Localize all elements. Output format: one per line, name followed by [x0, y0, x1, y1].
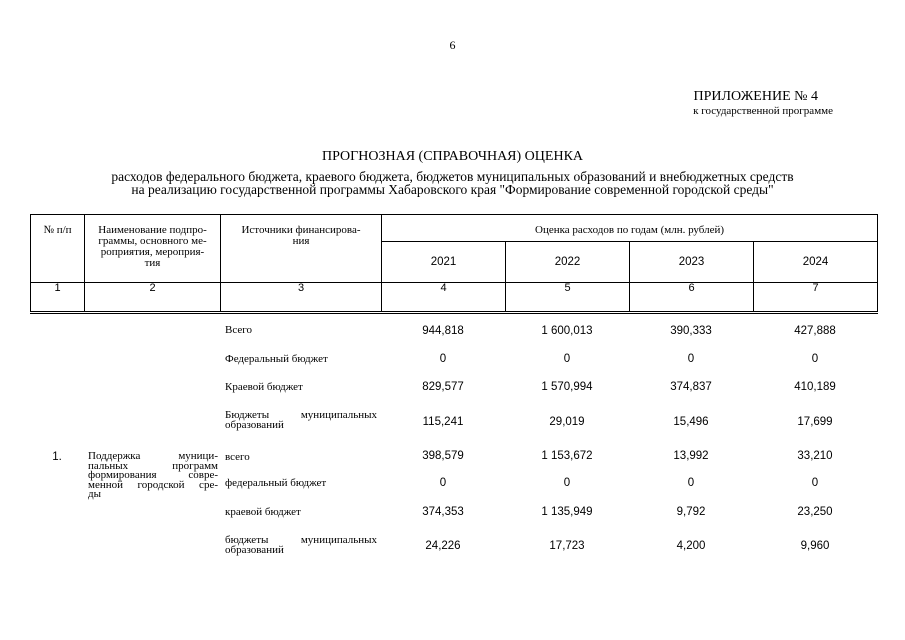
column-index: 6 — [630, 283, 754, 313]
source-label: всего — [225, 451, 250, 463]
value-cell: 17,723 — [549, 540, 585, 552]
header-estimate: Оценка расходов по годам (млн. рублей) — [382, 215, 878, 242]
value-cell: 944,818 — [422, 325, 464, 337]
header-source-line: ния — [292, 235, 310, 247]
header-name-line: Наименование подпро- — [98, 224, 207, 236]
value-cell: 1 135,949 — [541, 506, 593, 518]
header-name-line: тия — [144, 257, 161, 269]
item-number: 1. — [52, 451, 62, 463]
source-label — [225, 535, 377, 555]
source-label-line: Бюджеты муниципальных — [225, 409, 377, 421]
source-label: краевой бюджет — [225, 506, 301, 518]
column-index: 4 — [382, 283, 506, 313]
item-name-line: формирования совре- — [88, 469, 218, 481]
header-source — [221, 215, 382, 283]
value-cell: 374,353 — [422, 506, 464, 518]
value-cell: 1 153,672 — [541, 450, 593, 462]
source-label: Всего — [225, 324, 252, 336]
value-cell: 13,992 — [673, 450, 709, 462]
value-cell: 410,189 — [794, 381, 836, 393]
value-cell: 9,792 — [676, 506, 706, 518]
value-cell: 0 — [439, 477, 447, 489]
value-cell: 0 — [687, 477, 695, 489]
page-number: 6 — [449, 38, 456, 52]
item-name-line: Поддержка муници- — [88, 450, 218, 462]
appendix-title: ПРИЛОЖЕНИЕ № 4 — [693, 89, 818, 104]
value-cell: 24,226 — [425, 540, 461, 552]
item-name — [88, 452, 218, 500]
value-cell: 15,496 — [673, 416, 709, 428]
document-subtitle-line-1: расходов федерального бюджета, краевого бюджета, бюджетов муниципальных образований и внебюджетных средств — [111, 169, 794, 184]
value-cell: 0 — [439, 353, 447, 365]
value-cell: 0 — [811, 353, 819, 365]
value-cell: 29,019 — [549, 416, 585, 428]
value-cell: 115,241 — [422, 416, 464, 428]
column-index: 2 — [85, 283, 221, 313]
header-name-line: граммы, основного ме- — [98, 235, 207, 247]
column-index: 7 — [754, 283, 878, 313]
value-cell: 398,579 — [422, 450, 464, 462]
source-label-line: образований — [225, 544, 284, 556]
item-name-line: пальных программ — [88, 459, 218, 472]
value-cell: 427,888 — [794, 325, 836, 337]
value-cell: 0 — [811, 477, 819, 489]
header-year: 2023 — [630, 242, 754, 283]
value-cell: 829,577 — [422, 381, 464, 393]
value-cell: 374,837 — [670, 381, 712, 393]
value-cell: 0 — [563, 477, 571, 489]
header-year: 2022 — [506, 242, 630, 283]
source-label: Федеральный бюджет — [225, 353, 328, 365]
value-cell: 0 — [563, 353, 571, 365]
value-cell: 0 — [687, 353, 695, 365]
value-cell: 9,960 — [800, 540, 830, 552]
value-cell: 390,333 — [670, 325, 712, 337]
item-name-line: менной городской сре- — [88, 478, 218, 491]
source-label: Краевой бюджет — [225, 381, 303, 393]
value-cell: 17,699 — [797, 416, 833, 428]
value-cell: 23,250 — [797, 506, 833, 518]
header-year: 2021 — [382, 242, 506, 283]
column-index: 1 — [31, 283, 85, 313]
header-year: 2024 — [754, 242, 878, 283]
value-cell: 1 570,994 — [541, 381, 593, 393]
document-subtitle-line-2: на реализацию государственной программы Хабаровского края "Формирование современной городской среды" — [131, 182, 774, 197]
document-title: ПРОГНОЗНАЯ (СПРАВОЧНАЯ) ОЦЕНКА — [321, 149, 584, 164]
appendix-subtitle: к государственной программе — [693, 105, 833, 117]
value-cell: 1 600,013 — [541, 325, 593, 337]
item-name-line: ды — [88, 488, 101, 500]
header-name — [85, 215, 221, 283]
column-index: 3 — [221, 283, 382, 313]
budget-table-header — [30, 214, 878, 314]
header-source-line: Источники финансирова- — [241, 224, 361, 236]
source-label — [225, 410, 377, 430]
value-cell: 33,210 — [797, 450, 833, 462]
column-index: 5 — [506, 283, 630, 313]
header-name-line: роприятия, мероприя- — [100, 246, 205, 258]
source-label: федеральный бюджет — [225, 477, 327, 489]
source-label-line: бюджеты муниципальных — [225, 534, 377, 546]
header-number: № п/п — [31, 215, 85, 283]
source-label-line: образований — [225, 419, 284, 431]
value-cell: 4,200 — [676, 540, 706, 552]
document-subtitle — [0, 170, 905, 196]
